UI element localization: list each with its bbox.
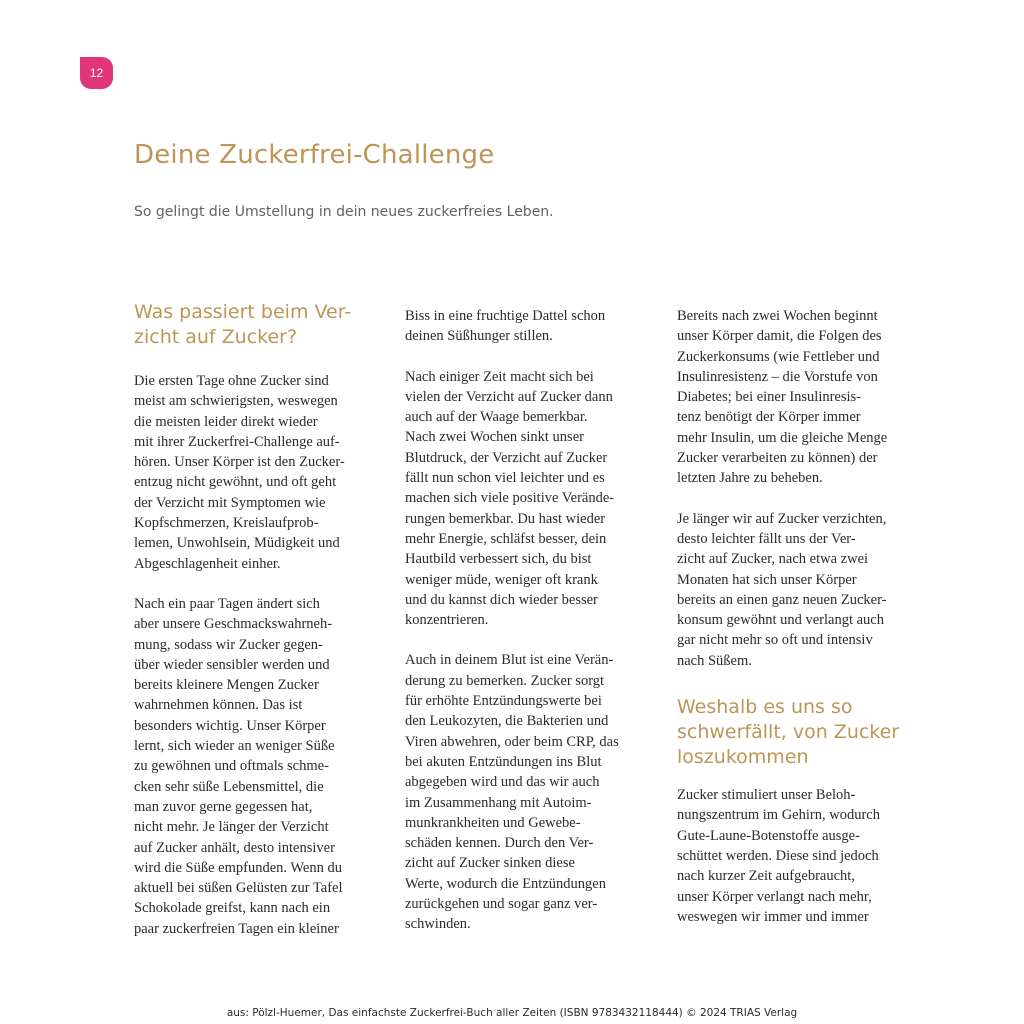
paragraph: Auch in deinem Blut ist eine Verän- derung zu bemerken. Zucker sorgt für erhöhte Entzündungswerte bei den Leukozyten, die Bakterien und Viren abwehren, oder beim CRP, das bei akuten Entzündungen ins Blut abgegeben wird und das wir auch im Zusammenhang mit Autoim- munkrankheiten und Gewebe- schäden kennen. Durch den Ver- zicht auf Zucker sinken diese Werte, wodurch die Entzündungen zurückgehen und sogar ganz ver- schwinden. (405, 652, 619, 933)
paragraph: Biss in eine fruchtige Dattel schon deinen Süßhunger stillen. (405, 308, 606, 345)
column-3 (677, 306, 917, 947)
section-heading-verzicht: Was passiert beim Ver- zicht auf Zucker? (134, 301, 352, 348)
paragraph: Nach einiger Zeit macht sich bei vielen der Verzicht auf Zucker dann auch auf der Waage bemerkbar. Nach zwei Wochen sinkt unser Blutdruck, der Verzicht auf Zucker fällt nun schon viel leichter und es machen sich viele positive Verände- rungen bemerkbar. Du hast wieder mehr Energie, schläfst besser, dein Hautbild verbessert sich, du bist weniger müde, weniger oft krank und du kannst dich wieder besser konzentrieren. (405, 368, 615, 629)
paragraph: Bereits nach zwei Wochen beginnt unser Körper damit, die Folgen des Zuckerkonsums (wie Fettleber und Insulinresistenz – die Vorstufe von Diabetes; bei einer Insulinresis- tenz benötigt der Körper immer mehr Insulin, um die gleiche Menge Zucker verarbeiten zu können) der letzten Jahre zu beheben. (677, 308, 888, 487)
column-1 (134, 300, 374, 959)
paragraph: Zucker stimuliert unser Beloh- nungszentrum im Gehirn, wodurch Gute-Laune-Botenstoffe ausge- schüttet werden. Diese sind jedoch nach kurzer Zeit aufgebraucht, unser Körper verlangt nach mehr, weswegen wir immer und immer (677, 787, 880, 925)
section-heading-weshalb: Weshalb es uns so schwerfällt, von Zucker loszukommen (677, 696, 900, 769)
paragraph: Die ersten Tage ohne Zucker sind meist am schwierigsten, weswegen die meisten leider direkt wieder mit ihrer Zuckerfrei-Challenge auf- hören. Unser Körper ist den Zucker- entzug nicht gewöhnt, und oft geht der Verzicht mit Symptomen wie Kopfschmerzen, Kreislaufprob- lemen, Unwohlsein, Müdigkeit und Abgeschlagenheit einher. (134, 373, 345, 572)
column-2 (405, 306, 645, 955)
page-number-badge: 12 (80, 57, 113, 89)
page-title: Deine Zuckerfrei-Challenge (134, 140, 495, 170)
page-subtitle: So gelingt die Umstellung in dein neues zuckerfreies Leben. (134, 204, 554, 220)
paragraph: Je länger wir auf Zucker verzichten, desto leichter fällt uns der Ver- zicht auf Zucker, nach etwa zwei Monaten hat sich unser Körper bereits an einen ganz neuen Zucker- konsum gewöhnt und verlangt auch gar nicht mehr so oft und intensiv nach Süßem. (677, 510, 887, 669)
source-footer: aus: Pölzl-Huemer, Das einfachste Zuckerfrei-Buch aller Zeiten (ISBN 9783432118444) © 2024 TRIAS Verlag (226, 1007, 798, 1019)
paragraph: Nach ein paar Tagen ändert sich aber unsere Geschmackswahrneh- mung, sodass wir Zucker gegen- über wieder sensibler werden und bereits kleinere Mengen Zucker wahrnehmen können. Das ist besonders wichtig. Unser Körper lernt, sich wieder an weniger Süße zu gewöhnen und oftmals schme- cken sehr süße Lebensmittel, die man zuvor gerne gegessen hat, nicht mehr. Je länger der Verzicht auf Zucker anhält, desto intensiver wird die Süße empfunden. Wenn du aktuell bei süßen Gelüsten zur Tafel Schokolade greifst, kann nach ein paar zuckerfreien Tagen ein kleiner (134, 595, 343, 937)
